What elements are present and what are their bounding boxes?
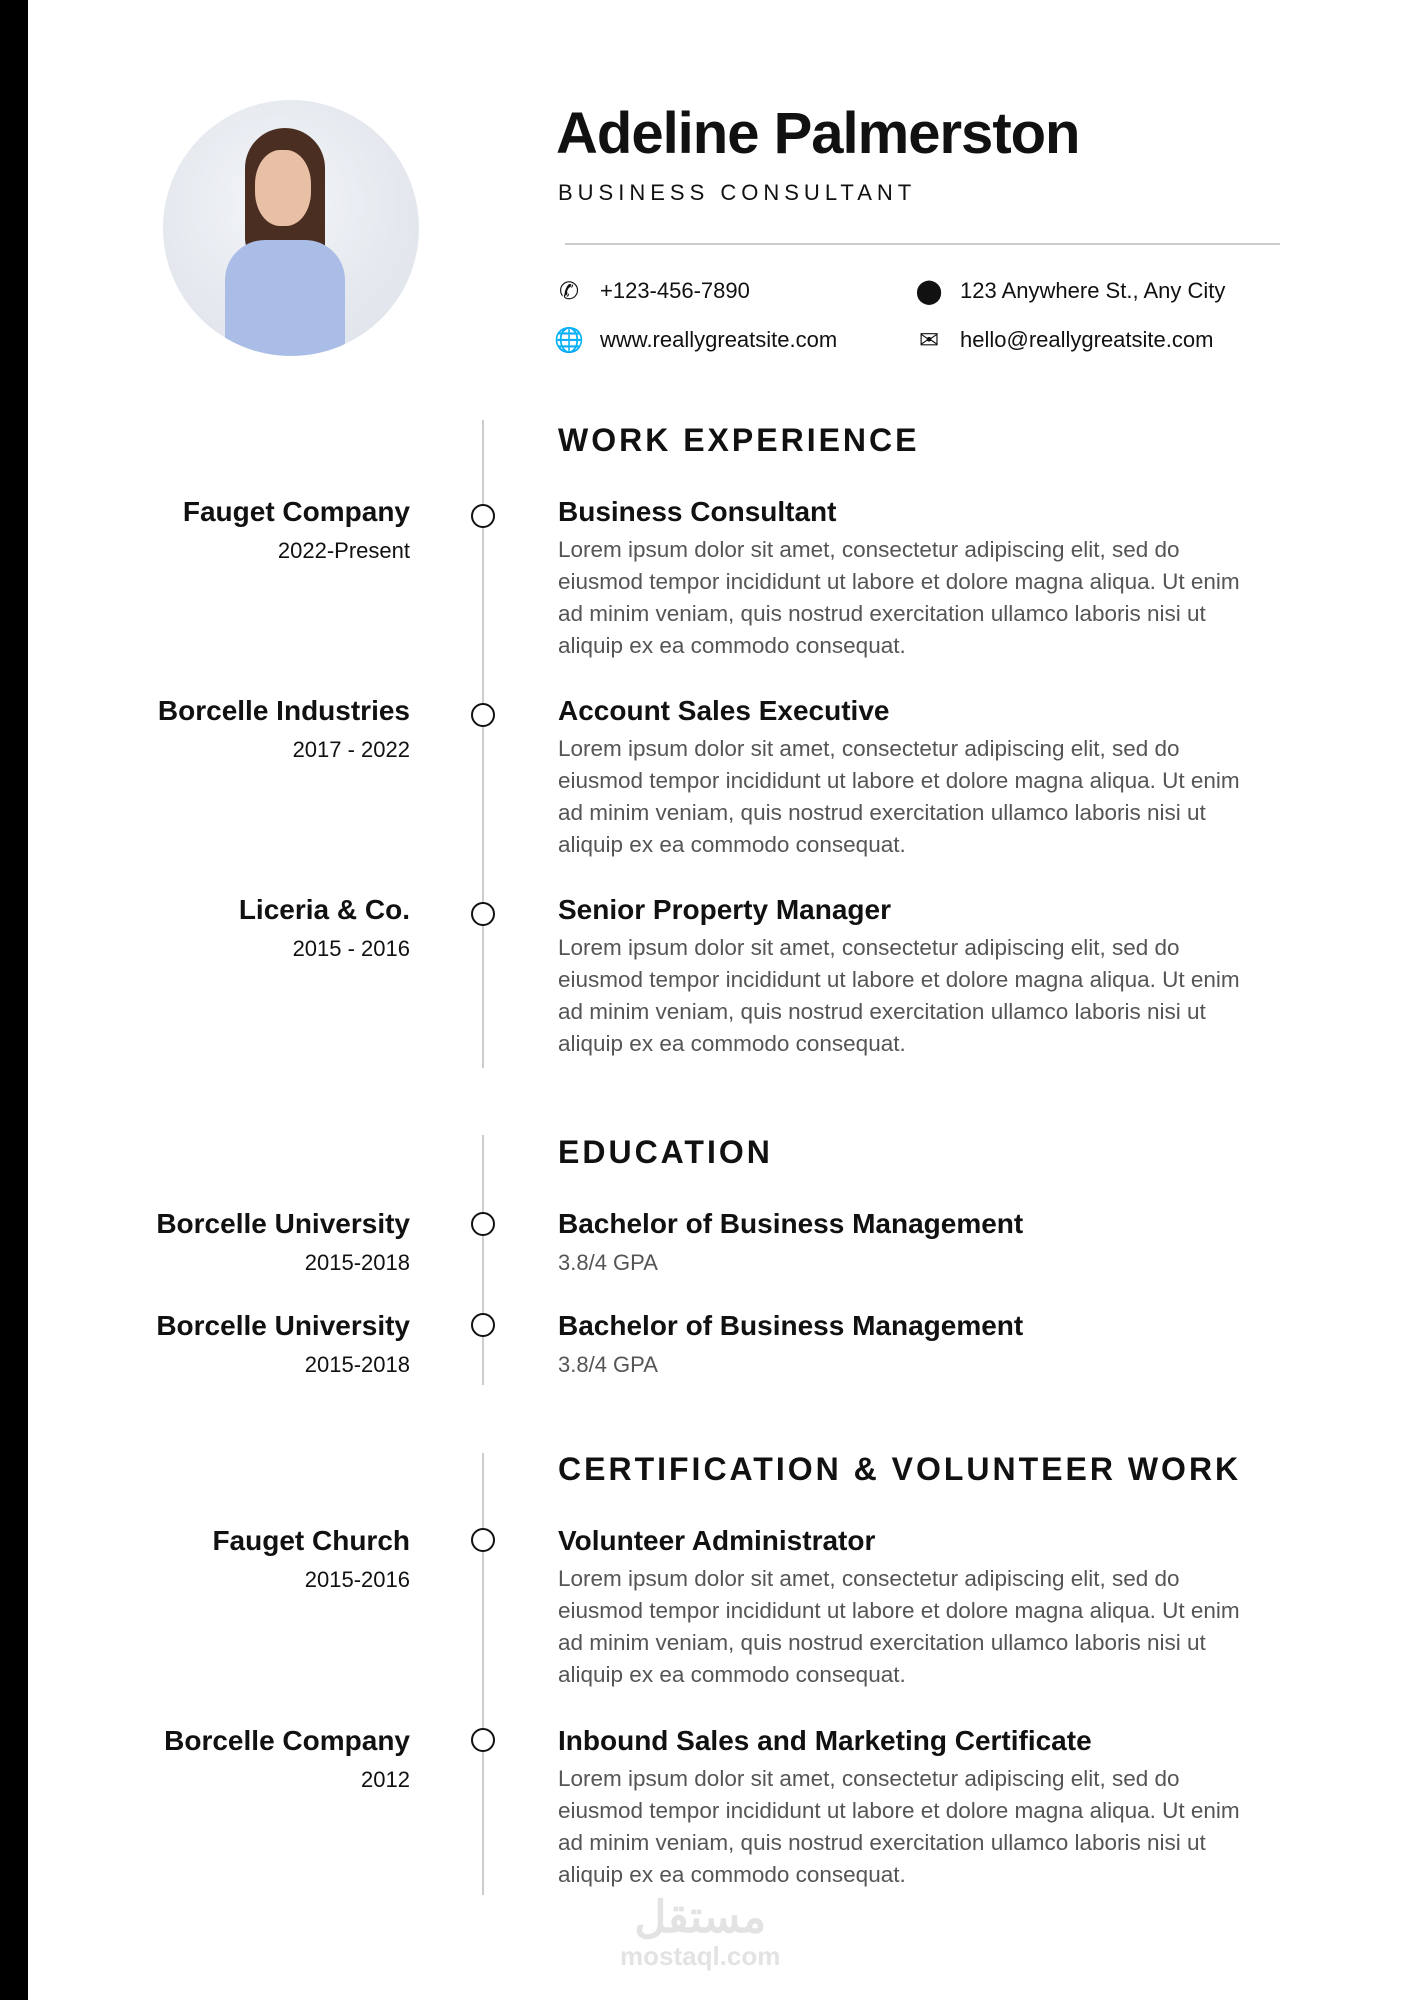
role: Business Consultant (558, 496, 837, 527)
org-name: Borcelle Industries (157, 695, 410, 726)
org-name: Borcelle University (156, 1208, 410, 1239)
work-entry (558, 894, 1258, 1060)
phone-icon: ✆ (558, 277, 580, 305)
org-name: Fauget Church (212, 1525, 410, 1556)
work-entry (558, 496, 1258, 662)
contact-address (914, 276, 1225, 306)
edu-org (156, 1310, 410, 1378)
name-heading: Adeline Palmerston (556, 101, 1080, 166)
timeline-dot (471, 1313, 495, 1337)
years: 2015 - 2016 (292, 936, 410, 961)
role: Account Sales Executive (558, 695, 890, 726)
org-name: Borcelle University (156, 1310, 410, 1341)
contact-email (914, 325, 1213, 355)
work-org (239, 894, 410, 962)
profile-photo (163, 100, 419, 356)
location-pin-icon: ⬤ (915, 277, 943, 305)
contact-website (554, 325, 837, 355)
cert-entry (558, 1725, 1258, 1891)
edu-entry (558, 1310, 1258, 1378)
watermark (620, 1895, 780, 1972)
role: Senior Property Manager (558, 894, 891, 925)
watermark-latin: mostaql.com (620, 1941, 781, 1971)
degree: Bachelor of Business Management (558, 1310, 1024, 1341)
work-org (158, 695, 410, 763)
years: 2015-2018 (304, 1352, 410, 1377)
job-title: BUSINESS CONSULTANT (558, 180, 917, 205)
website-text: www.reallygreatsite.com (600, 327, 838, 352)
left-border (0, 0, 28, 2000)
section-heading-work: WORK EXPERIENCE (558, 422, 920, 458)
org-name: Liceria & Co. (238, 894, 410, 925)
org-name: Borcelle Company (164, 1725, 410, 1756)
email-text: hello@reallygreatsite.com (960, 327, 1214, 352)
years: 2015-2018 (304, 1250, 410, 1275)
work-entry (558, 695, 1258, 861)
timeline-dot (471, 703, 495, 727)
envelope-icon: ✉ (918, 326, 940, 354)
description: Lorem ipsum dolor sit amet, consectetur adipiscing elit, sed do eiusmod tempor incididunt ut labore et dolore magna aliqua. Ut enim ad minim veniam, quis nostrud exercitation ullamco laboris nisi ut aliquip ex ea commodo consequat. (558, 1766, 1240, 1887)
edu-org (156, 1208, 410, 1276)
description: Lorem ipsum dolor sit amet, consectetur adipiscing elit, sed do eiusmod tempor incididunt ut labore et dolore magna aliqua. Ut enim ad minim veniam, quis nostrud exercitation ullamco laboris nisi ut aliquip ex ea commodo consequat. (558, 736, 1240, 857)
timeline-dot (471, 1528, 495, 1552)
years: 2017 - 2022 (292, 737, 410, 762)
gpa: 3.8/4 GPA (558, 1250, 658, 1275)
timeline-line (482, 1453, 484, 1895)
description: Lorem ipsum dolor sit amet, consectetur adipiscing elit, sed do eiusmod tempor incididunt ut labore et dolore magna aliqua. Ut enim ad minim veniam, quis nostrud exercitation ullamco laboris nisi ut aliquip ex ea commodo consequat. (558, 537, 1240, 658)
degree: Bachelor of Business Management (558, 1208, 1024, 1239)
timeline-dot (471, 1728, 495, 1752)
role: Inbound Sales and Marketing Certificate (558, 1725, 1092, 1756)
role: Volunteer Administrator (558, 1525, 876, 1556)
description: Lorem ipsum dolor sit amet, consectetur adipiscing elit, sed do eiusmod tempor incididunt ut labore et dolore magna aliqua. Ut enim ad minim veniam, quis nostrud exercitation ullamco laboris nisi ut aliquip ex ea commodo consequat. (558, 1566, 1240, 1687)
description: Lorem ipsum dolor sit amet, consectetur adipiscing elit, sed do eiusmod tempor incididunt ut labore et dolore magna aliqua. Ut enim ad minim veniam, quis nostrud exercitation ullamco laboris nisi ut aliquip ex ea commodo consequat. (558, 935, 1240, 1056)
cert-org (212, 1525, 410, 1593)
watermark-arabic: مستقل (634, 1893, 767, 1942)
section-heading-cert: CERTIFICATION & VOLUNTEER WORK (558, 1451, 1242, 1487)
timeline-line (482, 1135, 484, 1385)
cert-org (164, 1725, 410, 1793)
contact-phone (554, 276, 750, 306)
section-heading-education: EDUCATION (558, 1134, 773, 1170)
years: 2012 (361, 1767, 410, 1792)
divider (565, 243, 1280, 245)
phone-text: +123-456-7890 (600, 278, 750, 303)
timeline-dot (471, 504, 495, 528)
years: 2022-Present (277, 538, 410, 563)
address-text: 123 Anywhere St., Any City (960, 278, 1226, 303)
gpa: 3.8/4 GPA (558, 1352, 658, 1377)
cert-entry (558, 1525, 1258, 1691)
timeline-dot (471, 902, 495, 926)
org-name: Fauget Company (182, 496, 410, 527)
years: 2015-2016 (304, 1567, 410, 1592)
work-org (183, 496, 410, 564)
globe-icon: 🌐 (554, 326, 584, 354)
edu-entry (558, 1208, 1258, 1276)
timeline-dot (471, 1212, 495, 1236)
